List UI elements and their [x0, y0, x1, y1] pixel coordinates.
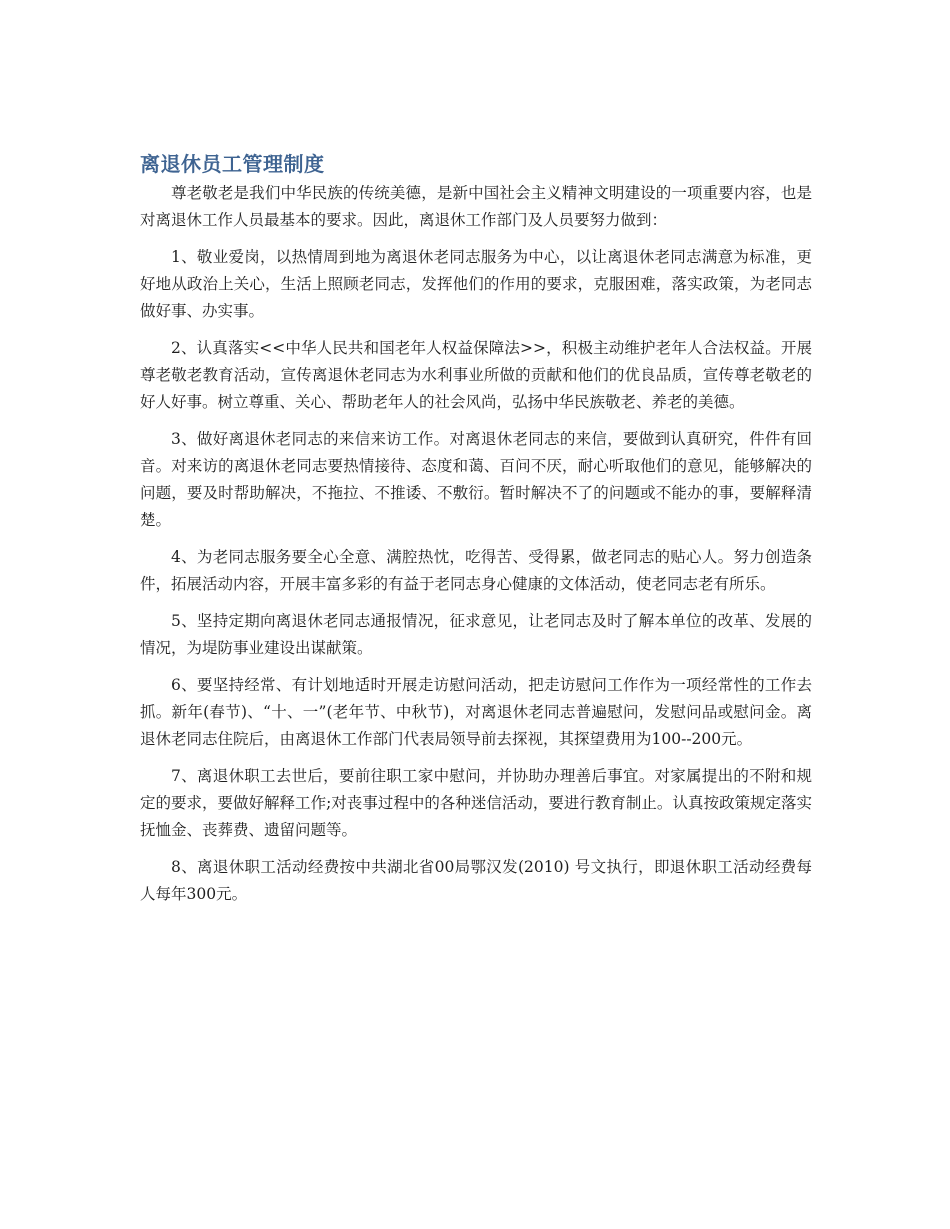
- document-title: 离退休员工管理制度: [140, 152, 325, 176]
- rule-item-4: 4、为老同志服务要全心全意、满腔热忱，吃得苦、受得累，做老同志的贴心人。努力创造条件，拓展活动内容，开展丰富多彩的有益于老同志身心健康的文体活动，使老同志老有所乐。: [140, 548, 812, 593]
- document-page: [140, 150, 812, 918]
- rule-item-7: 7、离退休职工去世后，要前往职工家中慰问，并协助办理善后事宜。对家属提出的不附和规定的要求，要做好解释工作;对丧事过程中的各种迷信活动，要进行教育制止。认真按政策规定落实抚恤金、丧葬费、遗留问题等。: [140, 767, 812, 839]
- rule-item-2: 2、认真落实<<中华人民共和国老年人权益保障法>>，积极主动维护老年人合法权益。开展尊老敬老教育活动，宣传离退休老同志为水利事业所做的贡献和他们的优良品质，宣传尊老敬老的好人好事。树立尊重、关心、帮助老年人的社会风尚，弘扬中华民族敬老、养老的美德。: [140, 339, 812, 411]
- rule-item-6: 6、要坚持经常、有计划地适时开展走访慰问活动，把走访慰问工作作为一项经常性的工作去抓。新年(春节)、“十、一”(老年节、中秋节)，对离退休老同志普遍慰问，发慰问品或慰问金。离退休老同志住院后，由离退休工作部门代表局领导前去探视，其探望费用为100--200元。: [140, 676, 812, 748]
- rule-item-3: 3、做好离退休老同志的来信来访工作。对离退休老同志的来信，要做到认真研究，件件有回音。对来访的离退休老同志要热情接待、态度和蔼、百问不厌，耐心听取他们的意见，能够解决的问题，要及时帮助解决，不拖拉、不推诿、不敷衍。暂时解决不了的问题或不能办的事，要解释清楚。: [140, 430, 812, 529]
- rule-item-5: 5、坚持定期向离退休老同志通报情况，征求意见，让老同志及时了解本单位的改革、发展的情况，为堤防事业建设出谋献策。: [140, 612, 812, 657]
- intro-paragraph: 尊老敬老是我们中华民族的传统美德，是新中国社会主义精神文明建设的一项重要内容，也是对离退休工作人员最基本的要求。因此，离退休工作部门及人员要努力做到：: [140, 184, 812, 229]
- rule-item-8: 8、离退休职工活动经费按中共湖北省00局鄂汉发(2010) 号文执行，即退休职工活动经费每人每年300元。: [140, 858, 812, 903]
- rule-item-1: 1、敬业爱岗，以热情周到地为离退休老同志服务为中心，以让离退休老同志满意为标准，更好地从政治上关心，生活上照顾老同志，发挥他们的作用的要求，克服困难，落实政策，为老同志做好事、办实事。: [140, 248, 812, 320]
